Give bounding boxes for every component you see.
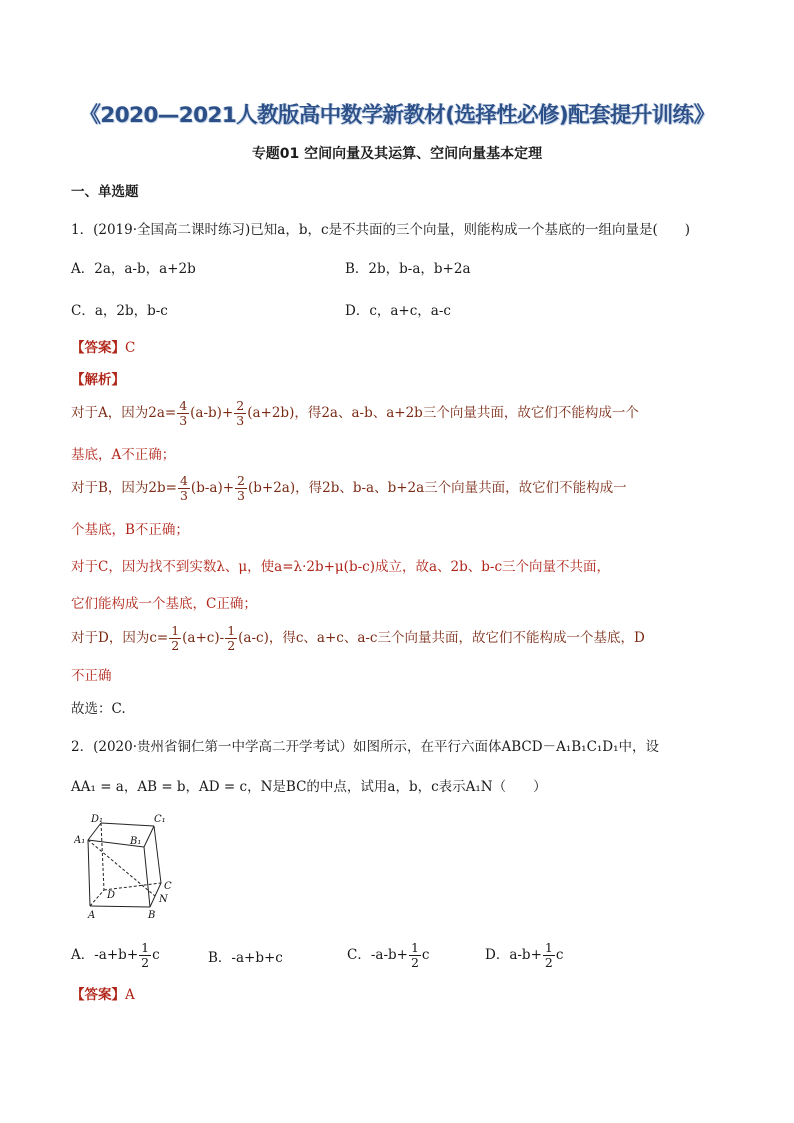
fraction [169, 624, 181, 653]
label-a1: A₁ [74, 835, 86, 846]
parallelepiped-figure [74, 812, 186, 920]
section-heading: 一、单选题 [71, 184, 139, 200]
fraction [234, 399, 246, 428]
label-a: A [88, 910, 96, 920]
q1-answer-line [71, 336, 135, 356]
q1-conclusion: 故选：C. [71, 701, 126, 717]
text-segment: c [152, 947, 160, 963]
analysis-b-line2: 个基底，B不正确； [71, 522, 189, 538]
numerator: 1 [171, 623, 180, 638]
text-segment: (a-c)，得c、a+c、a-c三个向量共面，故它们不能构成一个基底，D [238, 630, 645, 646]
q2-answer-line [71, 983, 135, 1003]
label-b1: B₁ [130, 836, 142, 847]
denominator: 2 [171, 638, 180, 653]
denominator: 3 [179, 488, 188, 503]
text-segment: (b+2a)，得2b、b-a、b+2a三个向量共面，故它们不能构成一 [247, 480, 627, 496]
numerator: 1 [227, 623, 236, 638]
label-n: N [159, 894, 168, 905]
analysis-c-line1: 对于C，因为找不到实数λ、μ，使a=λ·2b+μ(b-c)成立，故a、2b、b-c三个向量不共面， [71, 559, 611, 575]
answer-tag: 【答案】 [71, 987, 125, 1003]
answer-value: A [125, 987, 135, 1003]
analysis-c-line2: 它们能构成一个基底，C正确； [71, 596, 257, 612]
denominator: 2 [544, 955, 553, 970]
q2-option-b: B．-a+b+c [208, 950, 283, 966]
q2-stem-line2: AA₁ = a，AB = b，AD = c，N是BC的中点，试用a，b，c表示A₁N（ ） [71, 779, 547, 795]
denominator: 2 [227, 638, 236, 653]
text-segment: c [421, 947, 430, 963]
answer-value: C [125, 340, 136, 356]
analysis-tag: 【解析】 [71, 372, 125, 388]
label-b: B [148, 910, 156, 920]
label-d: D [107, 890, 116, 901]
banner-title: 《2020—2021人教版高中数学新教材(选择性必修)配套提升训练》 [79, 103, 715, 128]
text-segment: D．a-b+ [485, 947, 542, 963]
q2-option-c [347, 941, 429, 970]
topic-subtitle: 专题01 空间向量及其运算、空间向量基本定理 [251, 146, 543, 162]
numerator: 2 [237, 473, 245, 488]
label-c1: C₁ [154, 814, 166, 825]
numerator: 1 [544, 940, 553, 955]
q2-stem-line1: 2．(2020·贵州省铜仁第一中学高二开学考试）如图所示，在平行六面体ABCD－A₁B₁C₁D₁中，设 [71, 739, 660, 755]
numerator: 4 [179, 473, 188, 488]
fraction [177, 399, 189, 428]
fraction [178, 474, 190, 503]
text-segment: (a+c)- [182, 630, 225, 646]
analysis-b-line1 [71, 474, 627, 503]
text-segment: c [555, 947, 564, 963]
denominator: 3 [236, 413, 245, 428]
q1-option-c: C．a，2b，b-c [71, 303, 168, 319]
denominator: 3 [179, 413, 188, 428]
fraction [139, 941, 151, 970]
fraction [543, 941, 555, 970]
fraction [409, 941, 421, 970]
label-d1: D₁ [91, 814, 104, 825]
q1-option-a: A．2a，a-b，a+2b [71, 261, 196, 277]
numerator: 1 [410, 940, 419, 955]
text-segment: (a+2b)，得2a、a-b、a+2b三个向量共面，故它们不能构成一个 [247, 405, 639, 421]
answer-tag: 【答案】 [71, 340, 125, 356]
analysis-a-line1 [71, 399, 639, 428]
text-segment: (b-a)+ [190, 480, 235, 496]
numerator: 4 [179, 398, 188, 413]
numerator: 1 [141, 940, 150, 955]
q1-stem: 1．(2019·全国高二课时练习)已知a，b，c是不共面的三个向量，则能构成一个基底的一组向量是( ) [71, 222, 691, 238]
numerator: 2 [236, 398, 245, 413]
q1-option-d: D．c，a+c，a-c [345, 303, 451, 319]
q2-option-d [485, 941, 563, 970]
text-segment: C．-a-b+ [347, 947, 408, 963]
analysis-d-line2: 不正确 [71, 668, 112, 684]
label-c: C [164, 881, 172, 892]
analysis-d-line1 [71, 624, 645, 653]
denominator: 2 [410, 955, 419, 970]
q2-option-a [71, 941, 160, 970]
text-segment: 对于B，因为2b= [71, 480, 177, 496]
fraction [235, 474, 247, 503]
fraction [225, 624, 237, 653]
text-segment: 对于D，因为c= [71, 630, 169, 646]
text-segment: A．-a+b+ [71, 947, 139, 963]
text-segment: (a-b)+ [190, 405, 234, 421]
q1-option-b: B．2b，b-a，b+2a [345, 261, 471, 277]
denominator: 3 [237, 488, 245, 503]
denominator: 2 [141, 955, 150, 970]
analysis-a-line2: 基底，A不正确； [71, 447, 176, 463]
text-segment: 对于A，因为2a= [71, 405, 177, 421]
